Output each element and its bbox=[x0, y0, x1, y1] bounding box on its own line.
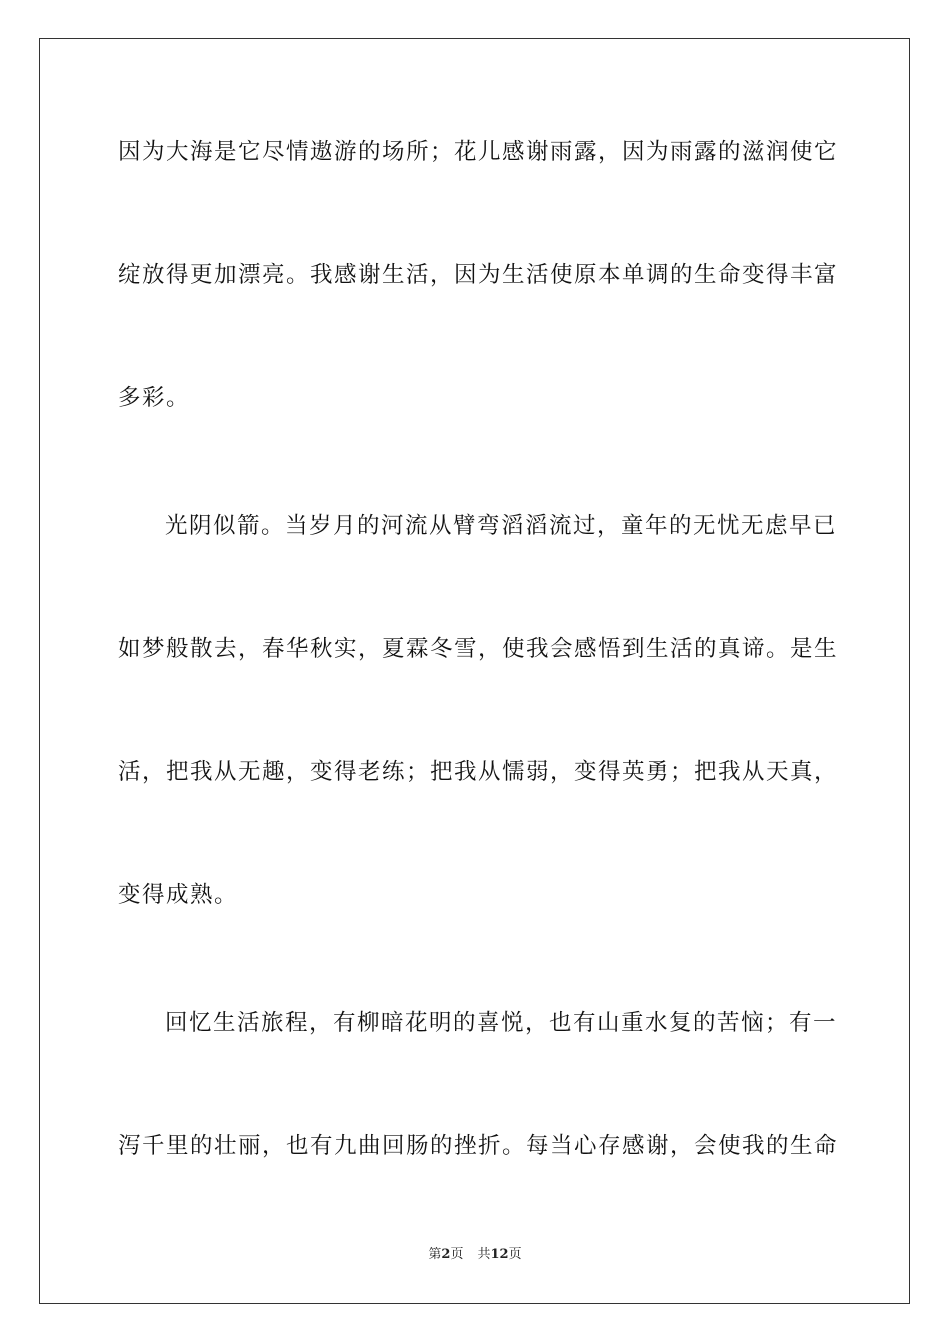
page-footer bbox=[0, 1246, 950, 1264]
text-line-4: 光阴似箭。当岁月的河流从臂弯滔滔流过，童年的无忧无虑早已 bbox=[165, 513, 838, 539]
page-number: 2 bbox=[441, 1247, 451, 1262]
text-line-5: 如梦般散去，春华秋实，夏霖冬雪，使我会感悟到生活的真谛。是生 bbox=[118, 636, 839, 662]
total-pages: 12 bbox=[490, 1247, 509, 1262]
text-line-6: 活，把我从无趣，变得老练；把我从懦弱，变得英勇；把我从天真， bbox=[118, 759, 839, 785]
total-label-suffix: 页 bbox=[508, 1247, 522, 1262]
text-line-1: 因为大海是它尽情遨游的场所；花儿感谢雨露，因为雨露的滋润使它 bbox=[118, 139, 839, 165]
text-line-2: 绽放得更加漂亮。我感谢生活，因为生活使原本单调的生命变得丰富 bbox=[118, 262, 839, 288]
text-line-7: 变得成熟。 bbox=[118, 882, 239, 908]
page-label-suffix: 页 bbox=[450, 1247, 464, 1262]
total-label-prefix: 共 bbox=[477, 1247, 491, 1262]
page-frame bbox=[39, 38, 910, 1304]
text-line-8: 回忆生活旅程，有柳暗花明的喜悦，也有山重水复的苦恼；有一 bbox=[165, 1010, 838, 1036]
text-line-9: 泻千里的壮丽，也有九曲回肠的挫折。每当心存感谢，会使我的生命 bbox=[118, 1133, 839, 1159]
text-line-3: 多彩。 bbox=[118, 385, 191, 411]
page-label-prefix: 第 bbox=[428, 1247, 442, 1262]
